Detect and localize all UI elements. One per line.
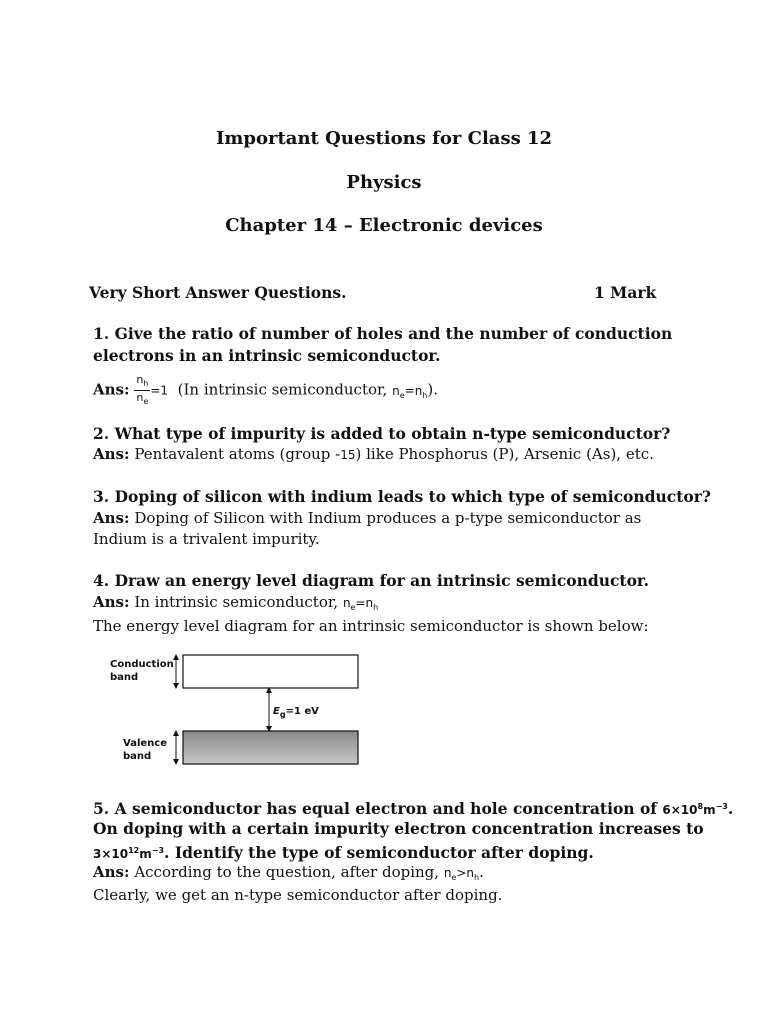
q5-concentration-final: $3\times 10^{12}m^{-3}$ [93, 846, 165, 861]
q5-nh: $n_h$ [466, 866, 480, 882]
energy-level-diagram [160, 650, 370, 770]
q3-answer-line-1: Ans: Doping of Silicon with Indium produces a p-type semiconductor as [93, 509, 642, 527]
title-line-1: Important Questions for Class 12 [215, 128, 553, 149]
q2-group-number: 15 [340, 448, 356, 462]
q1-ans-label: Ans: [93, 380, 130, 399]
q1-text-before: (In intrinsic semiconductor, [177, 380, 388, 399]
section-label: Very Short Answer Questions. [89, 283, 347, 302]
q4-question: 4. Draw an energy level diagram for an intrinsic semiconductor. [93, 571, 650, 590]
q4-answer: Ans: In intrinsic semiconductor, $n_e=n_h$ [93, 593, 379, 612]
valence-band-label: Valence band [123, 738, 167, 762]
q5-ne: $n_e$ [443, 866, 457, 882]
conduction-band-label: Conduction band [110, 659, 174, 683]
q4-ans-label: Ans: [93, 593, 130, 611]
q2-ans-label: Ans: [93, 445, 130, 463]
q5-ans-label: Ans: [93, 863, 130, 881]
energy-gap-label: $E_g=1$ eV [273, 706, 319, 719]
q4-nh: $n_h$ [365, 596, 379, 612]
section-marks: 1 Mark [594, 283, 657, 302]
q5-concentration-initial: $6\times 10^8m^{-3}$ [662, 802, 728, 817]
q1-question-line-2: electrons in an intrinsic semiconductor. [93, 346, 441, 365]
valence-band-rect [183, 731, 358, 764]
q2-answer: Ans: Pentavalent atoms (group -15) like Phosphorus (P), Arsenic (As), etc. [93, 445, 654, 463]
conduction-band-rect [183, 655, 358, 688]
q1-ratio-fraction: $\frac{n_h}{n_e}$ [136, 373, 149, 406]
q5-question-line-2: On doping with a certain impurity electron concentration increases to [93, 819, 704, 838]
q2-question: 2. What type of impurity is added to obtain n-type semiconductor? [93, 424, 671, 443]
q1-answer: Ans: $\frac{n_h}{n_e}$ =1 (In intrinsic semiconductor, $n_e=n_h$). [93, 373, 438, 406]
q4-ne: $n_e$ [342, 596, 356, 612]
q1-ne: $n_e$ [392, 383, 405, 400]
q5-question-line-1: 5. A semiconductor has equal electron and hole concentration of $6\times 10^8m^{-3}$. [93, 799, 734, 818]
q4-diagram-intro: The energy level diagram for an intrinsic semiconductor is shown below: [93, 617, 649, 635]
title-chapter: Chapter 14 – Electronic devices [225, 215, 543, 236]
q3-ans-label: Ans: [93, 509, 130, 527]
q1-nh: $n_h$ [414, 383, 428, 400]
q3-question: 3. Doping of silicon with indium leads to which type of semiconductor? [93, 487, 711, 506]
q1-text-after: ). [427, 380, 438, 399]
title-subject: Physics [346, 172, 422, 193]
q1-question-line-1: 1. Give the ratio of number of holes and the number of conduction [93, 324, 673, 343]
q5-conclusion: Clearly, we get an n-type semiconductor after doping. [93, 886, 503, 904]
q1-equals: =1 [150, 383, 169, 398]
q3-answer-line-2: Indium is a trivalent impurity. [93, 530, 320, 548]
q5-answer: Ans: According to the question, after doping, $n_e>n_h$. [93, 863, 484, 882]
q5-question-line-3: $3\times 10^{12}m^{-3}$. Identify the type of semiconductor after doping. [93, 843, 594, 862]
